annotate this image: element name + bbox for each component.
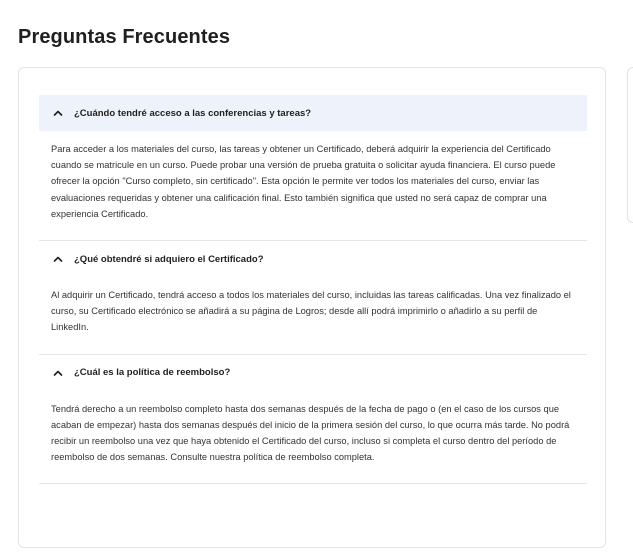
faq-list <box>39 95 587 484</box>
chevron-up-icon <box>51 252 65 266</box>
faq-item <box>39 241 587 355</box>
faq-question-access[interactable] <box>39 95 587 131</box>
chevron-up-icon <box>51 106 65 120</box>
faq-question-text: ¿Cuándo tendré acceso a las conferencias y tareas? <box>74 107 312 119</box>
side-card-edge <box>627 67 633 223</box>
page-title: Preguntas Frecuentes <box>18 26 231 48</box>
chevron-up-icon <box>51 366 65 380</box>
faq-item <box>39 95 587 241</box>
faq-answer-text: Tendrá derecho a un reembolso completo hasta dos semanas después de la fecha de pago o (en el caso de los cursos que acaban de empezar) hasta dos semanas después del inicio de la primera sesión del curso, lo que ocurra más tarde. No podrá recibir un reembolso una vez que haya obtenido el Certificado del curso, incluso si completa el curso dentro del período de reembolso de dos semanas. Consulte nuestra política de reembolso completa. <box>51 403 570 463</box>
faq-answer-text: Al adquirir un Certificado, tendrá acceso a todos los materiales del curso, incluidas las tareas calificadas. Una vez finalizado el curso, su Certificado electrónico se añadirá a su página de Logros; desde allí podrá imprimirlo o añadirlo a su perfil de LinkedIn. <box>51 290 571 333</box>
faq-card <box>18 67 606 548</box>
faq-question-certificate[interactable] <box>39 241 587 277</box>
faq-question-text: ¿Cuál es la política de reembolso? <box>74 367 231 379</box>
faq-question-refund[interactable] <box>39 355 587 391</box>
faq-question-text: ¿Qué obtendré si adquiero el Certificado? <box>74 253 264 265</box>
faq-item <box>39 355 587 485</box>
faq-answer-text: Para acceder a los materiales del curso, las tareas y obtener un Certificado, deberá adquirir la experiencia del Certificado cuando se matricule en un curso. Puede probar una versión de prueba gratuita o solicitar ayuda financiera. El curso puede ofrecer la opción "Curso completo, sin certificado". Esta opción le permite ver todos los materiales del curso, enviar las evaluaciones requeridas y obtener una calificación final. Esto también significa que usted no será capaz de comprar una experiencia Certificado. <box>51 144 556 219</box>
